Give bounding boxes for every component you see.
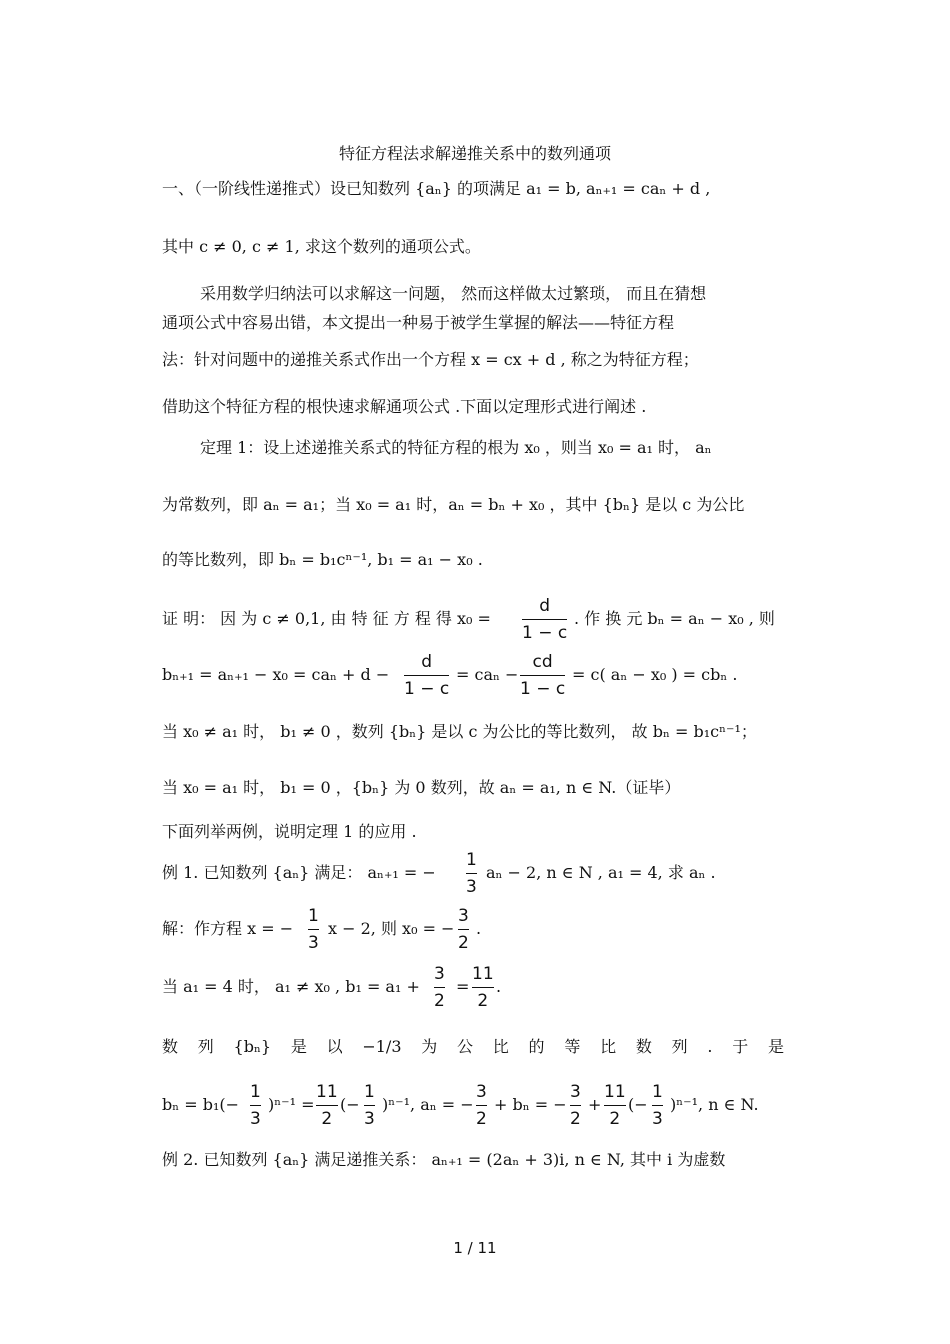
word: −1/3 — [362, 1037, 402, 1056]
solution-line: 解：作方程 x = − — [162, 919, 294, 938]
proof-line: 当 x₀ ≠ a₁ 时， b₁ ≠ 0 ，数列 {bₙ} 是以 c 为公比的等比数列， 故 bₙ = b₁cⁿ⁻¹； — [162, 722, 757, 741]
problem-statement-line: 一、（一阶线性递推式）设已知数列 {aₙ} 的项满足 a₁ = b, aₙ₊₁ = caₙ + d , — [162, 179, 711, 198]
solution-line-eq: = — [456, 977, 470, 996]
general-term-part: (− — [340, 1095, 360, 1114]
word: 是 — [290, 1037, 307, 1056]
fraction-d-over-1-minus-c: d 1 − c — [522, 596, 568, 643]
word: 列 — [671, 1037, 688, 1056]
general-term-part: )ⁿ⁻¹, aₙ = − — [382, 1095, 474, 1114]
proof-line: 当 x₀ = a₁ 时， b₁ = 0 ，{bₙ} 为 0 数列，故 aₙ = a₁, n ∈ N.（证毕） — [162, 778, 681, 797]
fraction-one-third: 1 3 — [250, 1082, 261, 1129]
paragraph-line: 采用数学归纳法可以求解这一问题， 然而这样做太过繁琐， 而且在猜想 — [200, 284, 707, 303]
word: . — [707, 1037, 713, 1056]
word: 于 — [732, 1037, 749, 1056]
word: {bₙ} — [233, 1037, 272, 1056]
general-term-part: (− — [628, 1095, 648, 1114]
general-term-part: + — [588, 1095, 602, 1114]
problem-condition-line: 其中 c ≠ 0, c ≠ 1, 求这个数列的通项公式。 — [162, 237, 481, 256]
word: 比 — [600, 1037, 617, 1056]
general-term-part: )ⁿ⁻¹ = — [268, 1095, 315, 1114]
fraction-cd-over-1-minus-c: cd 1 − c — [520, 652, 566, 699]
theorem-line: 为常数列，即 aₙ = a₁；当 x₀ = a₁ 时，aₙ = bₙ + x₀ ，其中 {bₙ} 是以 c 为公比 — [162, 495, 745, 514]
word: 是 — [767, 1037, 784, 1056]
general-term-part: + bₙ = − — [494, 1095, 567, 1114]
example-1-statement: 例 1. 已知数列 {aₙ} 满足： aₙ₊₁ = − — [162, 863, 436, 882]
fraction-one-third: 1 3 — [652, 1082, 663, 1129]
theorem-line: 定理 1：设上述递推关系式的特征方程的根为 x₀ ，则当 x₀ = a₁ 时， aₙ — [200, 438, 712, 457]
example-2-statement: 例 2. 已知数列 {aₙ} 满足递推关系： aₙ₊₁ = (2aₙ + 3)i, n ∈ N, 其中 i 为虚数 — [162, 1150, 726, 1169]
word: 为 — [421, 1037, 438, 1056]
fraction-d-over-1-minus-c: d 1 − c — [404, 652, 450, 699]
page-title: 特征方程法求解递推关系中的数列通项 — [338, 144, 611, 163]
fraction-three-halves: 3 2 — [434, 964, 445, 1011]
word: 数 — [162, 1037, 179, 1056]
paragraph-line: 法：针对问题中的递推关系式作出一个方程 x = cx + d , 称之为特征方程； — [162, 350, 699, 369]
word: 公 — [457, 1037, 474, 1056]
word: 以 — [326, 1037, 343, 1056]
solution-line-mid: x − 2, 则 x₀ = − — [328, 919, 455, 938]
fraction-eleven-halves: 11 2 — [472, 964, 494, 1011]
word: 的 — [528, 1037, 545, 1056]
theorem-line: 的等比数列，即 bₙ = b₁cⁿ⁻¹, b₁ = a₁ − x₀ . — [162, 550, 483, 569]
fraction-three-halves: 3 2 — [476, 1082, 487, 1129]
paragraph-line: 下面列举两例，说明定理 1 的应用 . — [162, 822, 417, 841]
paragraph-line: 借助这个特征方程的根快速求解通项公式 .下面以定理形式进行阐述 . — [162, 397, 647, 416]
fraction-three-halves: 3 2 — [458, 906, 469, 953]
proof-equation: bₙ₊₁ = aₙ₊₁ − x₀ = caₙ + d − — [162, 665, 390, 684]
general-term-part: )ⁿ⁻¹, n ∈ N. — [670, 1095, 759, 1114]
word: 列 — [197, 1037, 214, 1056]
fraction-eleven-halves: 11 2 — [316, 1082, 338, 1129]
solution-line: 当 a₁ = 4 时， a₁ ≠ x₀ , b₁ = a₁ + — [162, 977, 420, 996]
general-term-equation: bₙ = b₁(− — [162, 1095, 240, 1114]
example-1-statement-tail: aₙ − 2, n ∈ N , a₁ = 4, 求 aₙ . — [486, 863, 716, 882]
paragraph-line: 通项公式中容易出错，本文提出一种易于被学生掌握的解法——特征方程 — [162, 313, 675, 332]
proof-line: 证 明： 因 为 c ≠ 0,1, 由 特 征 方 程 得 x₀ = — [162, 609, 491, 628]
proof-line-tail: . 作 换 元 bₙ = aₙ − x₀ , 则 — [574, 609, 775, 628]
page-number: 1 / 11 — [453, 1239, 497, 1257]
solution-line-end: . — [496, 977, 502, 996]
fraction-one-third: 1 3 — [364, 1082, 375, 1129]
solution-line-end: . — [476, 919, 482, 938]
fraction-one-third: 1 3 — [308, 906, 319, 953]
fraction-three-halves: 3 2 — [570, 1082, 581, 1129]
word: 比 — [492, 1037, 509, 1056]
solution-justified-line — [162, 1036, 784, 1058]
word: 数 — [635, 1037, 652, 1056]
fraction-eleven-halves: 11 2 — [604, 1082, 626, 1129]
fraction-one-third: 1 3 — [466, 850, 477, 897]
proof-equation-end: = c( aₙ − x₀ ) = cbₙ . — [572, 665, 738, 684]
proof-equation-mid: = caₙ − — [456, 665, 519, 684]
word: 等 — [564, 1037, 581, 1056]
